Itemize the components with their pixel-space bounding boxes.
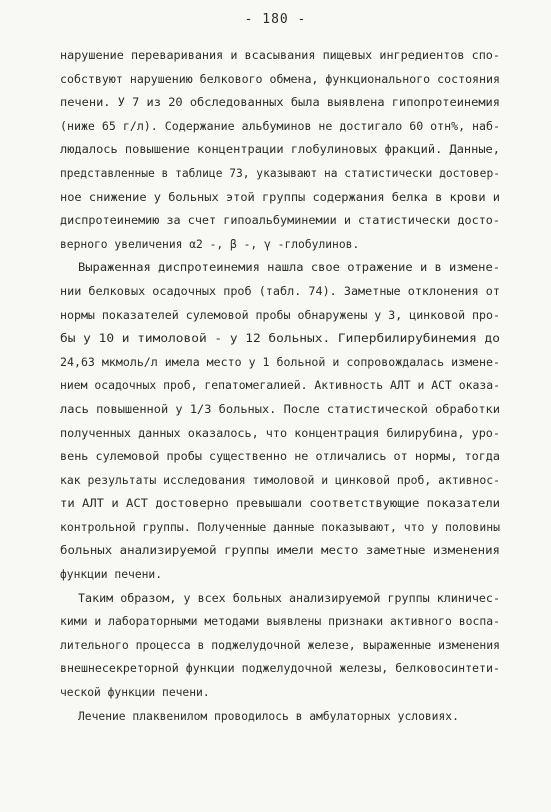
text-line: ческой функции печени. xyxy=(60,686,210,700)
page-number: - 180 - xyxy=(244,12,307,27)
text-line: (ниже 65 г/л). Содержание альбуминов не достигало 60 отн%, наб- xyxy=(60,119,500,133)
text-line: контрольной группы. Полученные данные показывают, что у половины xyxy=(60,520,500,534)
text-line: печени. У 7 из 20 обследованных была выявлена гипопротеинемия xyxy=(60,96,500,110)
text-line: ти АЛТ и АСТ достоверно превышали соответствующие показатели xyxy=(60,497,500,511)
text-line: вень сулемовой пробы существенно не отличались от нормы, тогда xyxy=(60,450,501,464)
text-line: диспротеинемию за счет гипоальбуминемии и статистически досто- xyxy=(60,214,501,228)
text-line: ное снижение у больных этой группы содержания белка в крови и xyxy=(60,190,500,204)
text-line: как результаты исследования тимоловой и цинковой проб, активнос- xyxy=(60,473,500,487)
text-line: больных анализируемой группы имели место заметные изменения xyxy=(60,544,500,558)
text-line: Таким образом, у всех больных анализируемой группы клиничес- xyxy=(78,591,500,605)
text-line: нием осадочных проб, гепатомегалией. Активность АЛТ и АСТ оказа- xyxy=(60,379,500,393)
text-line: полученных данных оказалось, что концентрация билирубина, уро- xyxy=(60,426,501,440)
text-line: нии белковых осадочных проб (табл. 74). Заметные отклонения от xyxy=(60,284,501,298)
text-line: 24,63 мкмоль/л имела место у 1 больной и сопровождалась измене- xyxy=(60,355,500,369)
text-line: лась повышенной у 1/3 больных. После статистической обработки xyxy=(60,402,500,416)
text-line: представленные в таблице 73, указывают на статистически достовер- xyxy=(60,166,500,180)
text-line: лительного процесса в поджелудочной железе, выраженные изменения xyxy=(60,638,500,652)
body-text xyxy=(60,44,500,728)
text-line: собствуют нарушению белкового обмена, функционального состояния xyxy=(60,72,500,86)
text-line: верного увеличения α2 -, β -, γ -глобулинов. xyxy=(60,237,360,251)
text-line: кими и лабораторными методами выявлены признаки активного воспа- xyxy=(60,615,500,629)
text-line: нарушение переваривания и всасывания пищевых ингредиентов спо- xyxy=(60,49,501,62)
text-line: нормы показателей сулемовой пробы обнаружены у 3, цинковой про- xyxy=(60,308,500,322)
text-line: людалось повышение концентрации глобулиновых фракций. Данные, xyxy=(60,143,500,157)
text-line: внешнесекреторной функции поджелудочной железы, белковосинтети- xyxy=(60,662,500,676)
text-line: Выраженная диспротеинемия нашла свое отражение и в измене- xyxy=(78,261,501,275)
text-line: Лечение плаквенилом проводилось в амбулаторных условиях. xyxy=(78,709,459,723)
text-line: функции печени. xyxy=(60,568,163,582)
text-line: бы у 10 и тимоловой - у 12 больных. Гипербилирубинемия до xyxy=(60,332,500,346)
